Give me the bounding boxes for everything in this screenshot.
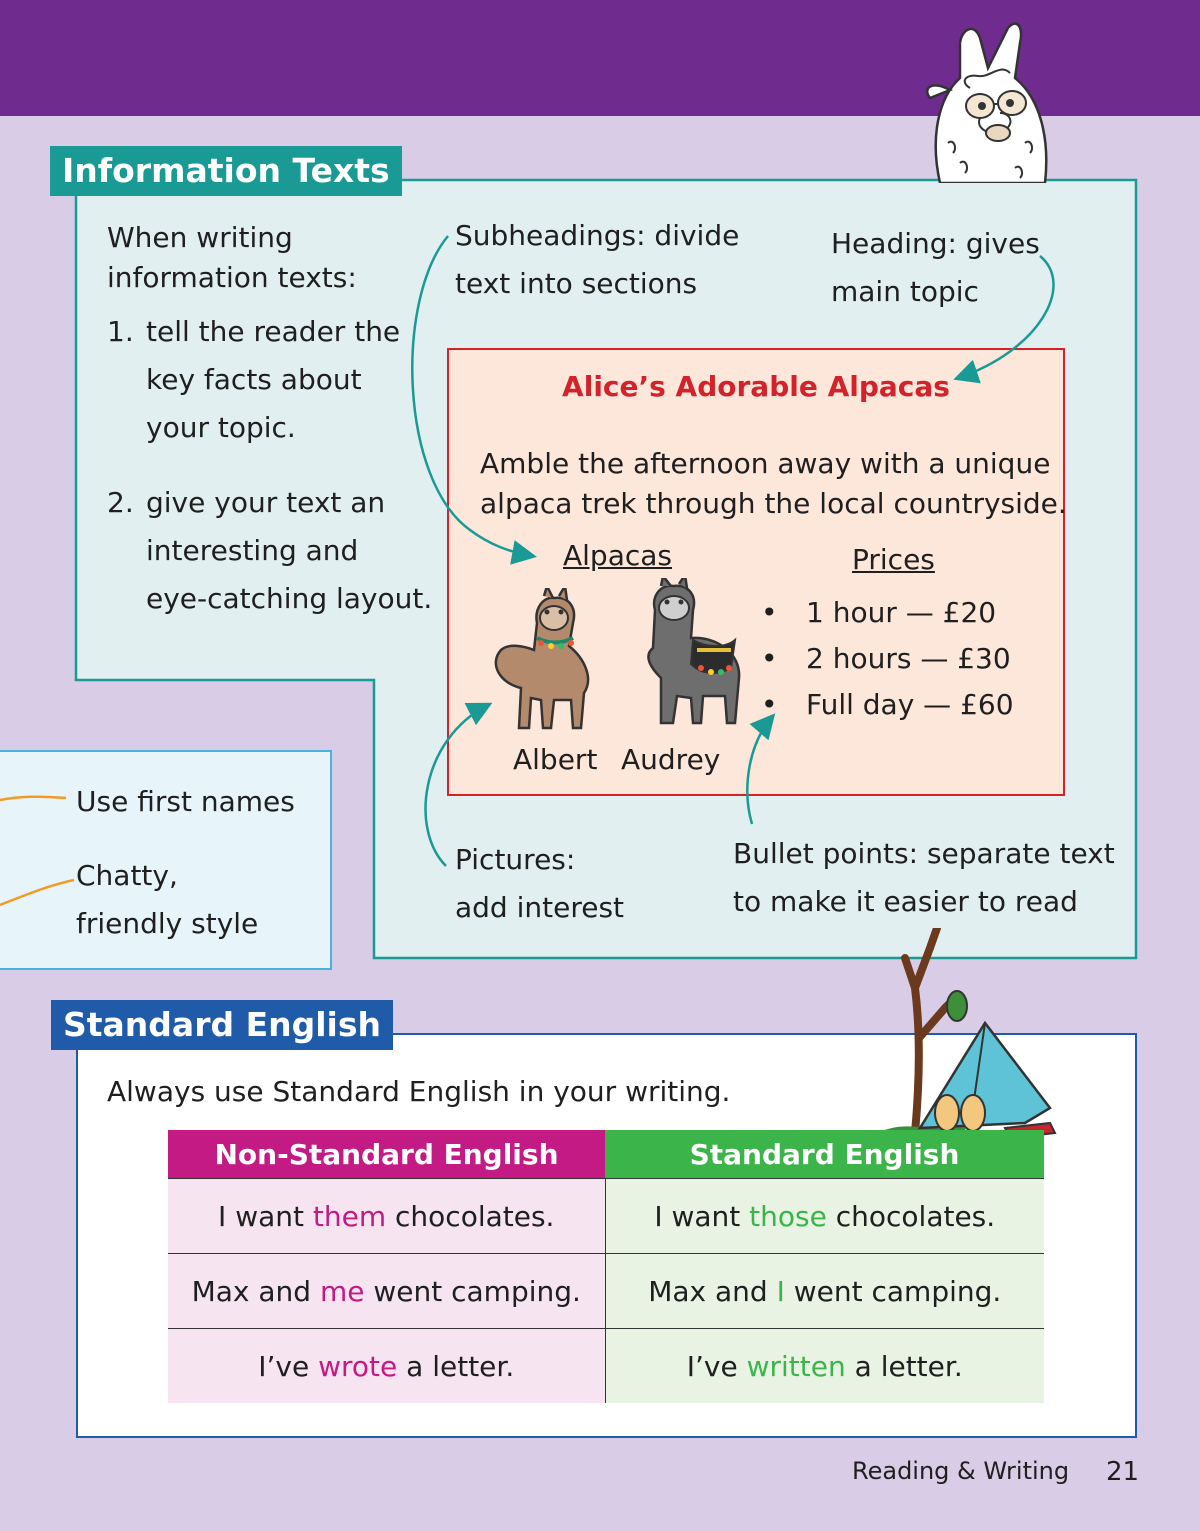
heading-arrow (958, 256, 1054, 378)
list-item-2-line-1: give your text an (146, 486, 386, 519)
cell-text: I’ve (686, 1349, 747, 1383)
cell-text: Max and (191, 1274, 320, 1308)
list-item-2-number: 2. (107, 486, 134, 519)
cell-text: chocolates. (386, 1199, 555, 1233)
advert-description-line-2: alpaca trek through the local countryside. (480, 487, 1067, 520)
highlighted-word: written (746, 1349, 846, 1383)
prices-subheading: Prices (852, 543, 935, 576)
highlighted-word: those (749, 1199, 827, 1233)
pictures-line-1: Pictures: (455, 843, 576, 876)
standard-english-heading: Standard English (51, 1000, 393, 1050)
chatty-style-line-1: Chatty, (76, 859, 178, 892)
first-names-note: Use first names (76, 785, 295, 818)
subheadings-arrow (412, 236, 532, 556)
price-item: Full day — £60 (806, 688, 1014, 721)
table-row (168, 1329, 1044, 1404)
heading-annotation-line-1: Heading: gives (831, 227, 1040, 260)
chatty-style-note (76, 852, 258, 948)
cell-text: I’ve (258, 1349, 319, 1383)
cell-text: a letter. (397, 1349, 515, 1383)
bullet-points-arrow (747, 717, 772, 824)
bullet-marker: • (761, 642, 778, 675)
alpaca-name: Audrey (621, 743, 721, 776)
cell-text: I want (654, 1199, 750, 1233)
highlighted-word: them (312, 1199, 387, 1233)
pictures-arrow (426, 705, 488, 866)
intro-line-1: When writing (107, 221, 293, 254)
subheadings-line-2: text into sections (455, 267, 698, 300)
price-item: 2 hours — £30 (806, 642, 1011, 675)
non-standard-cell (168, 1329, 605, 1404)
price-item: 1 hour — £20 (806, 596, 997, 629)
highlighted-word: wrote (318, 1349, 398, 1383)
non-standard-column-header: Non-Standard English (168, 1130, 605, 1179)
table-row (168, 1179, 1044, 1254)
highlighted-word: I (776, 1274, 785, 1308)
chatty-style-line-2: friendly style (76, 907, 259, 940)
standard-column-header: Standard English (605, 1130, 1044, 1179)
table-header-row (168, 1130, 1044, 1179)
list-item-1-line-2: key facts about (146, 363, 362, 396)
alpaca-name: Albert (513, 743, 598, 776)
non-standard-cell (168, 1179, 605, 1254)
subheadings-line-1: Subheadings: divide (455, 219, 740, 252)
standard-english-table (168, 1130, 1044, 1403)
camping-tent-illustration (875, 928, 1060, 1148)
cell-text: a letter. (845, 1349, 963, 1383)
list-item-2-line-2: interesting and (146, 534, 359, 567)
table-row (168, 1254, 1044, 1329)
pictures-line-2: add interest (455, 891, 625, 924)
information-texts-heading: Information Texts (50, 146, 402, 196)
standard-cell (605, 1254, 1044, 1329)
list-item-1-line-1: tell the reader the (146, 315, 401, 348)
heading-annotation-line-2: main topic (831, 275, 979, 308)
cell-text: I want (218, 1199, 313, 1233)
standard-english-intro: Always use Standard English in your writing. (107, 1075, 731, 1108)
bullet-points-line-2: to make it easier to read (733, 885, 1078, 918)
standard-cell (605, 1329, 1044, 1404)
standard-cell (605, 1179, 1044, 1254)
side-note-lines (0, 780, 80, 920)
list-item-1-number: 1. (107, 315, 134, 348)
advert-title: Alice’s Adorable Alpacas (562, 370, 950, 403)
cell-text: went camping. (784, 1274, 1002, 1308)
list-item-2-line-3: eye-catching layout. (146, 582, 433, 615)
highlighted-word: me (319, 1274, 365, 1308)
alpacas-subheading: Alpacas (563, 539, 673, 572)
bullet-marker: • (761, 688, 778, 721)
cell-text: went camping. (364, 1274, 581, 1308)
page-number: 21 (1106, 1457, 1140, 1487)
cell-text: chocolates. (826, 1199, 996, 1233)
footer-section-label: Reading & Writing (852, 1457, 1070, 1485)
cell-text: Max and (648, 1274, 777, 1308)
intro-line-2: information texts: (107, 261, 357, 294)
bullet-points-line-1: Bullet points: separate text (733, 837, 1115, 870)
bullet-marker: • (761, 596, 778, 629)
non-standard-cell (168, 1254, 605, 1329)
advert-description-line-1: Amble the afternoon away with a unique (480, 447, 1051, 480)
list-item-1-line-3: your topic. (146, 411, 296, 444)
